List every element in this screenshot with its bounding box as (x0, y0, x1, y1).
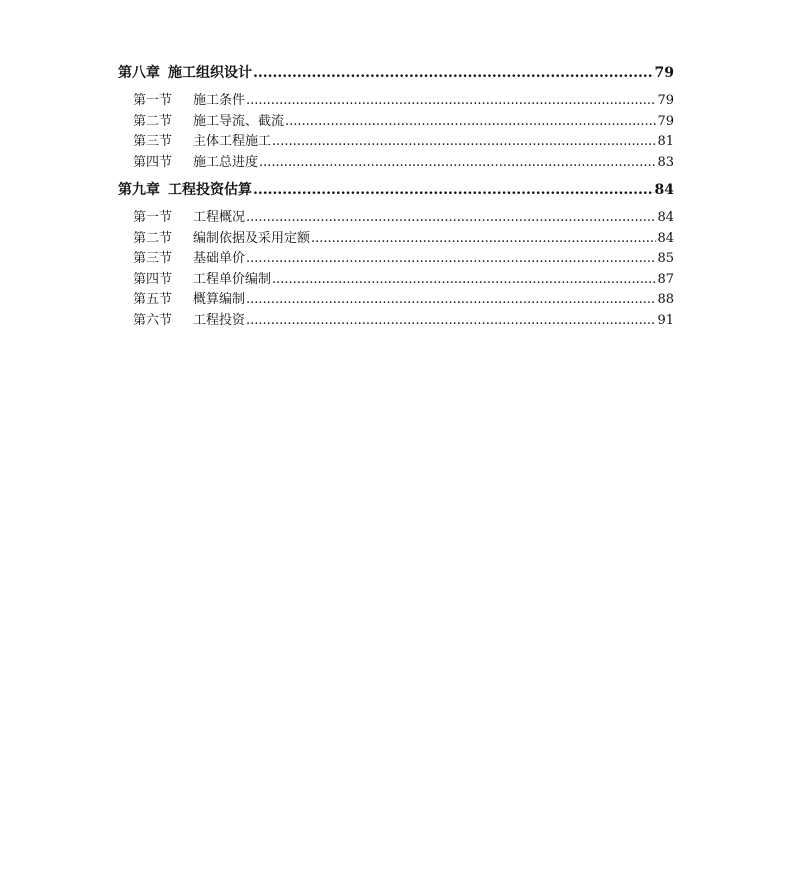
toc-section[interactable] (118, 229, 674, 250)
dot-leader (285, 112, 656, 133)
section-title: 施工总进度 (193, 154, 259, 170)
table-of-contents (118, 62, 674, 331)
section-title: 概算编制 (193, 292, 246, 307)
dot-leader (272, 132, 656, 153)
toc-section[interactable] (118, 311, 674, 332)
chapter-number: 第八章 (118, 65, 160, 81)
dot-leader (272, 270, 656, 291)
section-number: 第三节 (133, 134, 173, 149)
section-page-number: 79 (657, 93, 674, 108)
section-page-number: 85 (657, 251, 674, 266)
dot-leader (246, 290, 656, 311)
section-page-number: 79 (657, 113, 674, 129)
dot-leader (311, 229, 656, 250)
dot-leader (246, 91, 656, 112)
section-number: 第二节 (133, 230, 173, 246)
section-title: 工程单价编制 (193, 271, 272, 287)
chapter-title: 工程投资估算 (168, 182, 252, 198)
section-number: 第五节 (133, 292, 173, 307)
section-number: 第六节 (133, 312, 173, 328)
chapter-page-number: 79 (654, 65, 674, 81)
toc-section[interactable] (118, 112, 674, 133)
section-page-number: 81 (657, 134, 674, 149)
section-title: 基础单价 (193, 251, 246, 266)
toc-chapter-8[interactable] (118, 62, 674, 85)
section-page-number: 88 (657, 292, 674, 307)
toc-section[interactable] (118, 132, 674, 153)
section-page-number: 84 (657, 230, 674, 246)
dot-leader (259, 153, 656, 174)
toc-section[interactable] (118, 249, 674, 270)
section-number: 第四节 (133, 271, 173, 287)
chapter-title: 施工组织设计 (168, 65, 252, 81)
section-title: 编制依据及采用定额 (193, 230, 311, 246)
section-title: 施工条件 (193, 93, 246, 108)
section-page-number: 83 (657, 154, 674, 170)
section-title: 工程概况 (193, 210, 246, 225)
section-number: 第二节 (133, 113, 173, 129)
section-number: 第一节 (133, 210, 173, 225)
section-title: 主体工程施工 (193, 134, 272, 149)
dot-leader (246, 311, 656, 332)
section-page-number: 84 (657, 210, 674, 225)
toc-section[interactable] (118, 208, 674, 229)
section-page-number: 87 (657, 271, 674, 287)
dot-leader (253, 62, 654, 85)
section-title: 工程投资 (193, 312, 246, 328)
section-number: 第一节 (133, 93, 173, 108)
chapter-page-number: 84 (654, 182, 674, 198)
section-number: 第四节 (133, 154, 173, 170)
section-number: 第三节 (133, 251, 173, 266)
toc-section[interactable] (118, 290, 674, 311)
dot-leader (246, 208, 656, 229)
dot-leader (246, 249, 656, 270)
toc-chapter-9[interactable] (118, 179, 674, 202)
section-title: 施工导流、截流 (193, 113, 285, 129)
toc-section[interactable] (118, 91, 674, 112)
toc-section[interactable] (118, 270, 674, 291)
dot-leader (253, 179, 654, 202)
section-page-number: 91 (657, 312, 674, 328)
toc-section[interactable] (118, 153, 674, 174)
chapter-number: 第九章 (118, 182, 160, 198)
